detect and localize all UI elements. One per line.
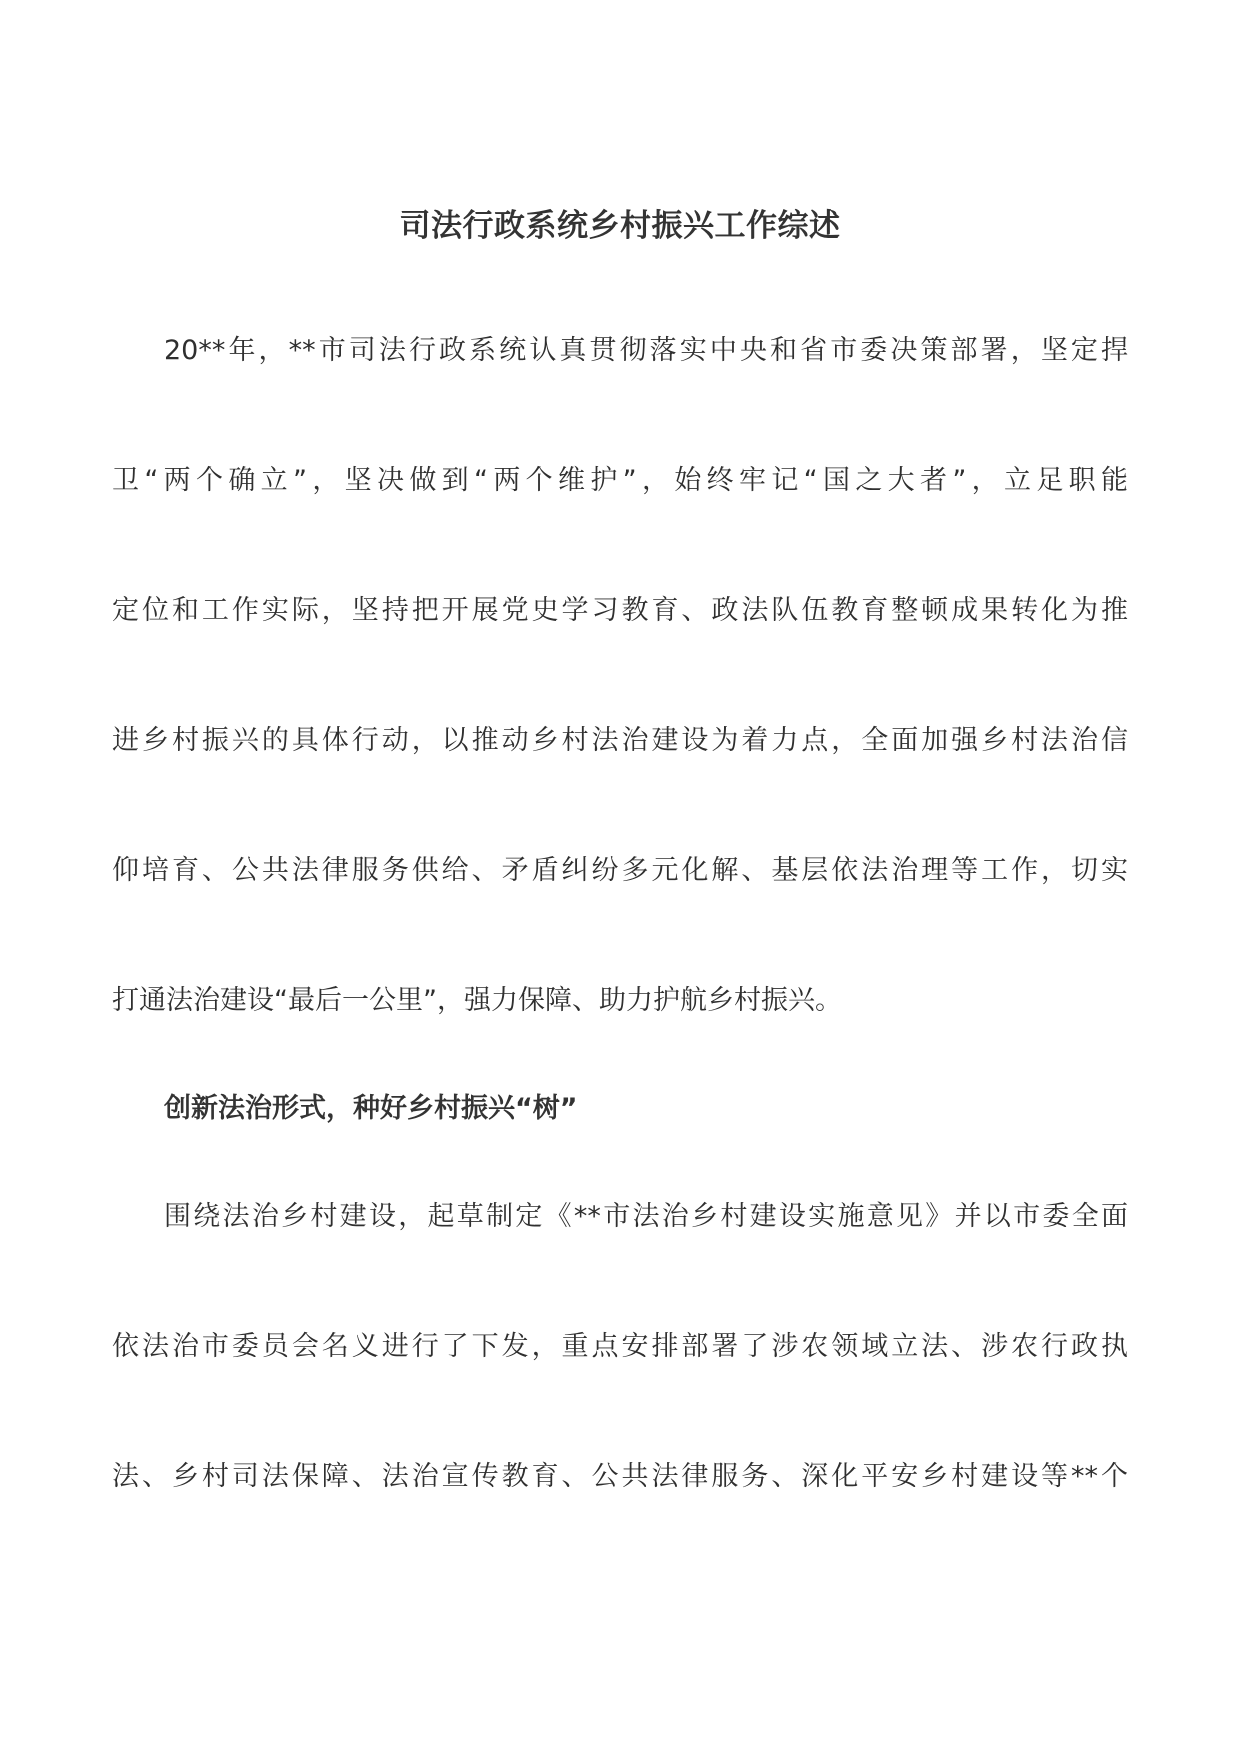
paragraph-line: 仰培育、公共法律服务供给、矛盾纠纷多元化解、基层依法治理等工作，切实 — [112, 855, 1128, 886]
paragraph-line: 围绕法治乡村建设，起草制定《**市法治乡村建设实施意见》并以市委全面 — [164, 1201, 1128, 1232]
paragraph-line: 法、乡村司法保障、法治宣传教育、公共法律服务、深化平安乡村建设等**个 — [112, 1461, 1128, 1492]
paragraph-line: 打通法治建设“最后一公里”，强力保障、助力护航乡村振兴。 — [112, 985, 842, 1016]
paragraph-line: 进乡村振兴的具体行动，以推动乡村法治建设为着力点，全面加强乡村法治信 — [112, 725, 1128, 756]
paragraph-line: 20**年，**市司法行政系统认真贯彻落实中央和省市委决策部署，坚定捍 — [164, 335, 1128, 366]
paragraph-line: 卫“两个确立”，坚决做到“两个维护”，始终牢记“国之大者”，立足职能 — [112, 465, 1128, 496]
document-title: 司法行政系统乡村振兴工作综述 — [399, 208, 841, 244]
paragraph-line: 定位和工作实际，坚持把开展党史学习教育、政法队伍教育整顿成果转化为推 — [112, 595, 1128, 626]
paragraph-line: 依法治市委员会名义进行了下发，重点安排部署了涉农领域立法、涉农行政执 — [112, 1331, 1128, 1362]
section-heading: 创新法治形式，种好乡村振兴“树” — [164, 1093, 578, 1124]
